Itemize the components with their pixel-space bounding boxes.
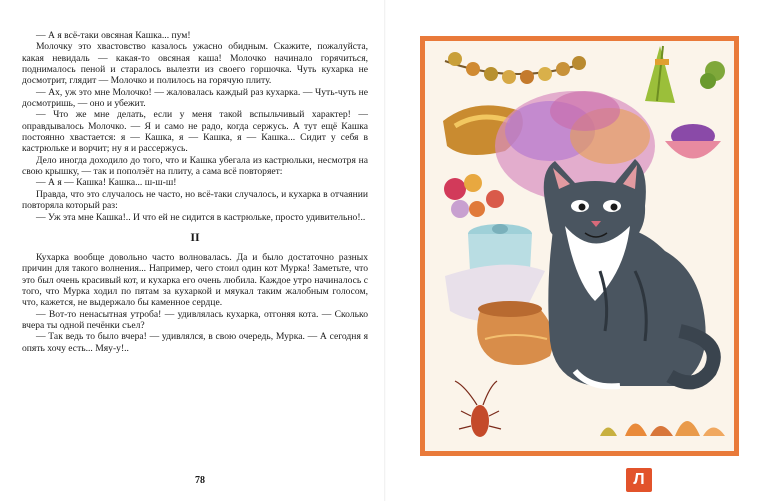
herb-bundle-icon [645,46,725,103]
paragraph: Молочку это хвастовство казалось ужасно обидным. Скажите, пожалуйста, какая невидаль — какая-то овсяная каша! Молочко начинало горячиться, поднималось пеной и старалось вылезти из своего горшочка. Чуть кухарка не досмотрит, глядит — Молочко и полилось на горячую плиту. [22,41,368,87]
paragraph: — А я — Кашка! Кашка... ш-ш-ш! [36,177,177,189]
chapter-heading: II [190,229,200,244]
page-number: 78 [195,475,205,486]
paragraph: — Вот-то ненасытная утроба! — удивлялась кухарка, отгоняя кота. — Сколько вчера ты одной печёнки съел? [22,308,368,331]
book-gutter [384,0,386,501]
vegetables-icon [600,421,725,436]
berry-bowl-icon [665,124,721,159]
page-text [22,30,368,354]
cat-icon [544,159,714,386]
paragraph: Кухарка вообще довольно часто волновалась. Да и было достаточно разных причин для такого волнения... Например, чего стоил один кот Мурка! Заметьте, что это был очень красивый кот, и кухарка его очень любила. Каждое утро начиналось с того, что Мурка ходил по пятам за кухаркой и мяукал таким жалобным голосом, что, кажется, не выдержало бы каменное сердце. [22,251,368,309]
paragraph: — Так ведь то было вчера! — удивлялся, в свою очередь, Мурка. — А сегодня я опять хочу есть... Мяу-у!.. [22,331,368,354]
onion-garland-icon [445,52,586,84]
clay-pot-icon [477,301,553,365]
cockroach-icon [455,381,501,437]
illustration-frame [420,36,739,456]
cat-illustration [425,41,734,451]
fruits-icon [444,174,504,218]
paragraph: — Уж эта мне Кашка!.. И что ей не сидится в кастрюльке, просто удивительно!.. [36,211,366,223]
paragraph: — Что же мне делать, если у меня такой вспыльчивый характер! — оправдывалось Молочко. — Я и само не радо, когда сержусь. А тут ещё Кашка постоянно хвастается: я — Кашка, я — Кашка, я — Кашка... Сидит у себя в кастрюльке и ворчит; ну я и рассержусь. [22,109,368,155]
paragraph: Дело иногда доходило до того, что и Кашка убегала из кастрюльки, несмотря на свою крышку, — так и пополэёт на плиту, а сама всё повторяет: [22,154,368,178]
paragraph: Правда, что это случалось не часто, но всё-таки случалось, и кухарка в отчаянии повторяла который раз: [22,188,368,212]
paragraph: — А я всё-таки овсяная Кашка... пум! [36,30,191,41]
paragraph: — Ах, уж это мне Молочко! — жаловалась каждый раз кухарка. — Чуть-чуть не досмотришь, — оно и убежит. [22,86,368,110]
publisher-logo-icon: Л [626,468,652,492]
text-page [22,30,368,490]
